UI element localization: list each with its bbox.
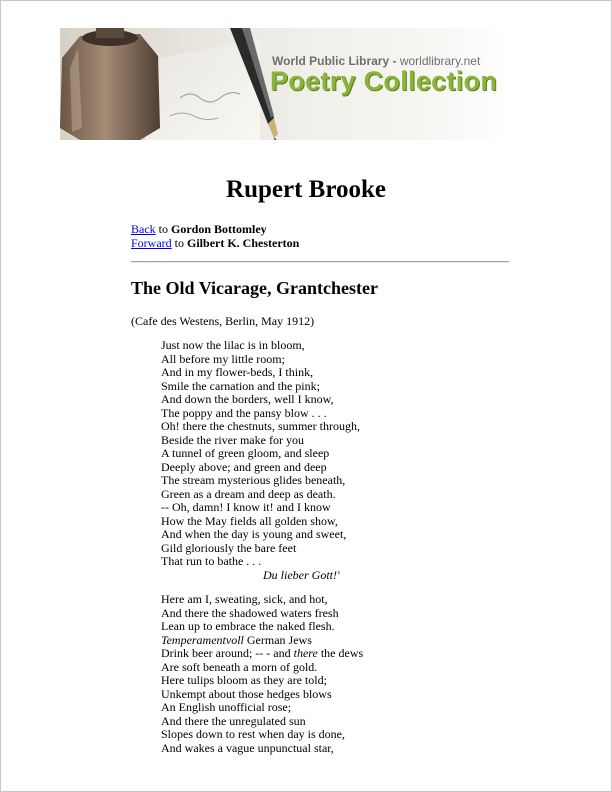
poem-line: Just now the lilac is in bloom, [161, 338, 305, 352]
stanza-1 [161, 339, 360, 582]
fountain-pen-icon [60, 28, 290, 140]
poem-line: And in my flower-beds, I think, [161, 365, 314, 379]
poem-line: Temperamentvoll German Jews [161, 632, 312, 647]
poem-navigation [131, 222, 299, 250]
divider [131, 261, 509, 263]
poem-line: Are soft beneath a morn of gold. [161, 659, 318, 674]
poem-line: Green as a dream and deep as death. [161, 486, 336, 501]
poem-line: The stream mysterious glides beneath, [161, 473, 346, 487]
forward-link[interactable]: Forward [131, 236, 172, 250]
header-banner [60, 28, 509, 140]
poem-line: That run to bathe . . . [161, 554, 262, 568]
poem-line: And down the borders, well I know, [161, 392, 334, 406]
nav-back-row: Back to Gordon Bottomley [131, 222, 267, 236]
poem-subtitle: (Cafe des Westens, Berlin, May 1912) [131, 314, 315, 328]
poem-line: Drink beer around; -- - and there the dews [161, 646, 364, 660]
poem-line: Beside the river make for you [161, 432, 304, 447]
poem-line: And there the unregulated sun [161, 713, 306, 728]
page-title: Rupert Brooke [226, 176, 386, 203]
poem-line: Oh! there the chestnuts, summer through, [161, 419, 360, 433]
poem-title: The Old Vicarage, Grantchester [131, 278, 378, 298]
poem-line: A tunnel of green gloom, and sleep [161, 446, 330, 460]
poem-line: Here tulips bloom as they are told; [161, 673, 327, 687]
poem-line: Lean up to embrace the naked flesh. [161, 619, 335, 633]
poem-line: And there the shadowed waters fresh [161, 605, 339, 620]
back-target: Gordon Bottomley [171, 222, 267, 236]
back-link[interactable]: Back [131, 222, 156, 236]
poem-line: And when the day is young and sweet, [161, 527, 347, 541]
banner-library-name: World Public Library - worldlibrary.net [272, 54, 481, 68]
poem-line: And wakes a vague unpunctual star, [161, 740, 334, 755]
forward-target: Gilbert K. Chesterton [187, 236, 300, 250]
poem-line: Slopes down to rest when day is done, [161, 727, 345, 741]
nav-forward-row: Forward to Gilbert K. Chesterton [131, 236, 300, 250]
poem-line: How the May fields all golden show, [161, 513, 338, 528]
poem-line: Here am I, sweating, sick, and hot, [161, 592, 328, 606]
poem-attribution-line: Du lieber Gott!' [263, 567, 340, 582]
poem-line: The poppy and the pansy blow . . . [161, 405, 327, 420]
poem-line: Smile the carnation and the pink; [161, 378, 320, 393]
stanza-2 [161, 593, 363, 755]
poem-line: Unkempt about those hedges blows [161, 686, 332, 701]
poem-line: Deeply above; and green and deep [161, 459, 327, 474]
poem-line: All before my little room; [161, 351, 285, 366]
banner-collection-title: Poetry Collection [270, 66, 498, 96]
poem-line: -- Oh, damn! I know it! and I know [161, 500, 331, 514]
poem-line: Gild gloriously the bare feet [161, 540, 297, 555]
poem-line: An English unofficial rose; [161, 700, 292, 714]
